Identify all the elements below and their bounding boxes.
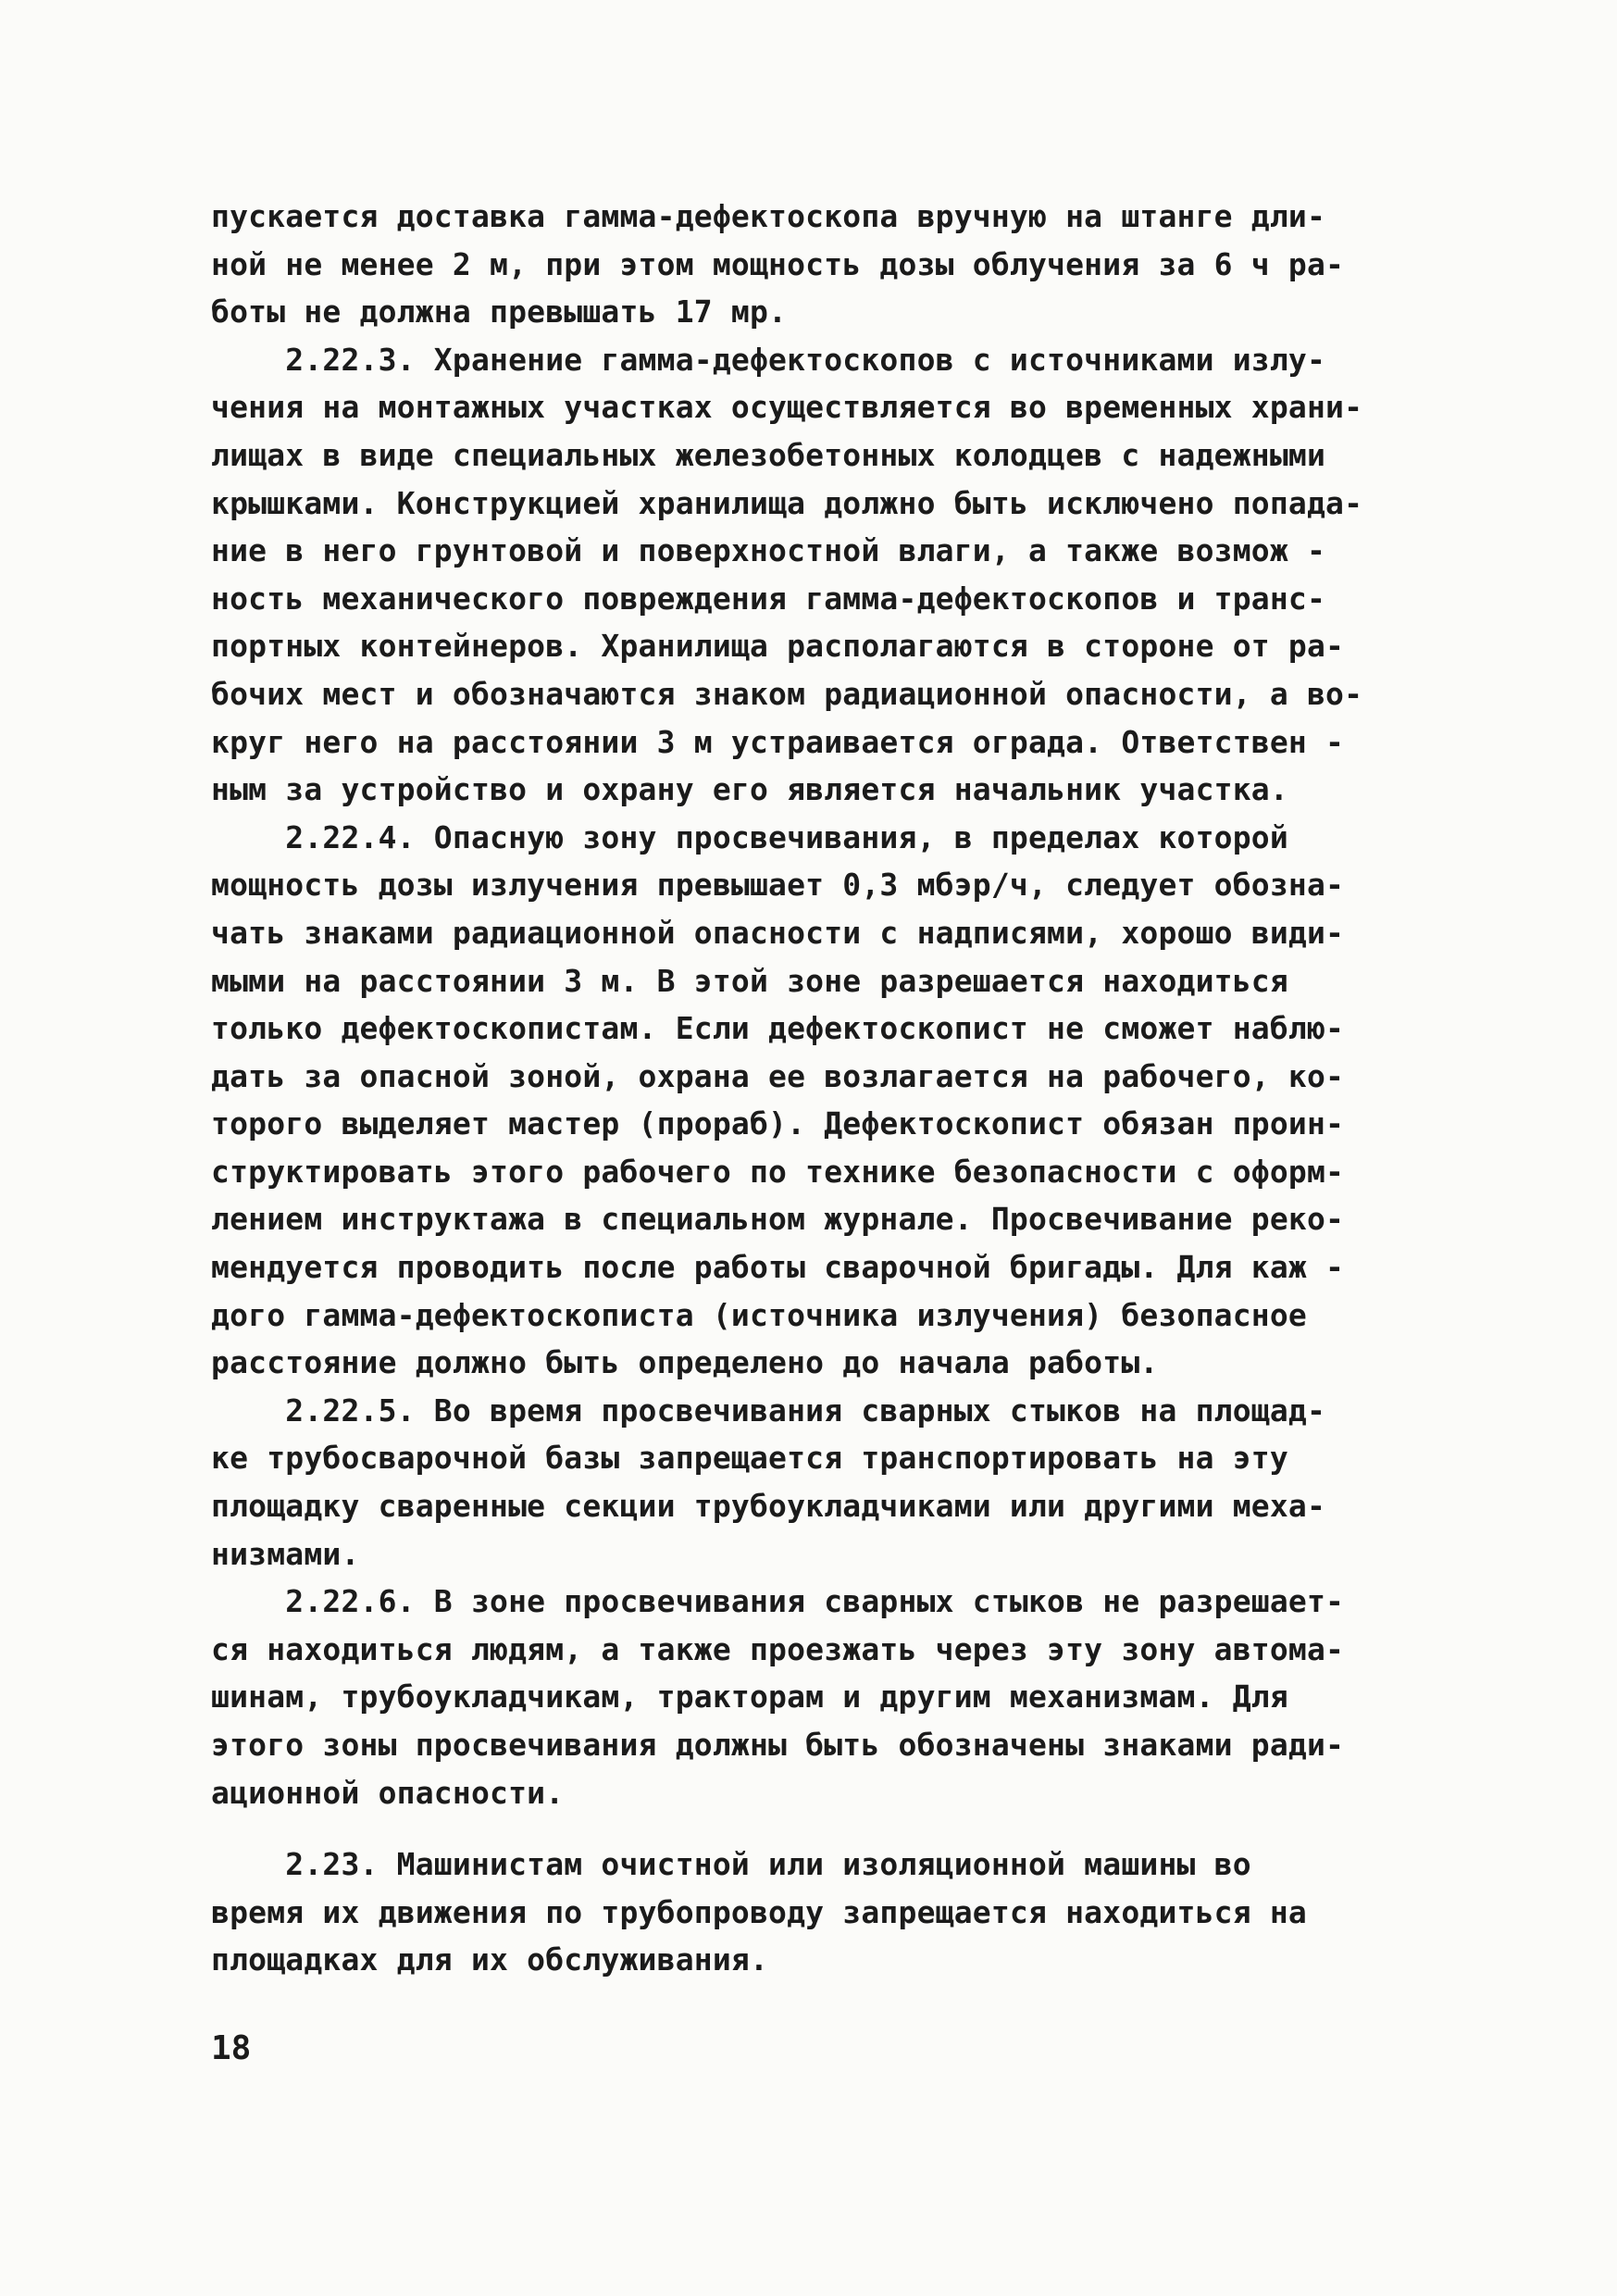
text-line: ся находиться людям, а также проезжать через эту зону автома- bbox=[211, 1630, 1345, 1667]
text-line: лищах в виде специальных железобетонных колодцев с надежными bbox=[211, 436, 1326, 473]
text-line: шинам, трубоукладчикам, тракторам и другим механизмам. Для bbox=[211, 1678, 1288, 1716]
text-line: ность механического повреждения гамма-дефектоскопов и транс- bbox=[211, 580, 1326, 617]
text-line: структировать этого рабочего по технике безопасности с оформ- bbox=[211, 1153, 1345, 1190]
text-line: низмами. bbox=[211, 1535, 360, 1572]
text-line: чения на монтажных участках осуществляется во временных храни- bbox=[211, 389, 1363, 426]
text-line: ние в него грунтовой и поверхностной влаги, а также возмож - bbox=[211, 532, 1326, 569]
text-line: мощность дозы излучения превышает 0,3 мбэр/ч, следует обозна- bbox=[211, 867, 1345, 904]
text-line: мендуется проводить после работы сварочной бригады. Для каж - bbox=[211, 1249, 1345, 1286]
text-line: лением инструктажа в специальном журнале. Просвечивание реко- bbox=[211, 1201, 1345, 1238]
section-gap bbox=[211, 1816, 1424, 1841]
text-line: чать знаками радиационной опасности с надписями, хорошо види- bbox=[211, 914, 1345, 951]
text-line: ационной опасности. bbox=[211, 1774, 565, 1811]
text-line: мыми на расстоянии 3 м. В этой зоне разрешается находиться bbox=[211, 962, 1288, 999]
body-text bbox=[211, 193, 1424, 1984]
text-line: 2.22.4. Опасную зону просвечивания, в пределах которой bbox=[211, 818, 1288, 855]
text-line: бочих мест и обозначаются знаком радиационной опасности, а во- bbox=[211, 675, 1363, 712]
text-line: только дефектоскопистам. Если дефектоскопист не сможет наблю- bbox=[211, 1010, 1345, 1047]
text-line: ке трубосварочной базы запрещается транспортировать на эту bbox=[211, 1440, 1288, 1477]
text-line: ной не менее 2 м, при этом мощность дозы облучения за 6 ч ра- bbox=[211, 245, 1345, 282]
text-line: площадках для их обслуживания. bbox=[211, 1941, 769, 1978]
text-line: время их движения по трубопроводу запрещается находиться на bbox=[211, 1893, 1307, 1930]
text-line: 2.22.5. Во время просвечивания сварных стыков на площад- bbox=[211, 1391, 1326, 1429]
text-line: дого гамма-дефектоскописта (источника излучения) безопасное bbox=[211, 1296, 1307, 1333]
text-line: круг него на расстоянии 3 м устраивается ограда. Ответствен - bbox=[211, 723, 1345, 760]
text-line: пускается доставка гамма-дефектоскопа вручную на штанге дли- bbox=[211, 198, 1326, 234]
text-line: ным за устройство и охрану его является начальник участка. bbox=[211, 771, 1288, 808]
text-line: площадку сваренные секции трубоукладчиками или другими меха- bbox=[211, 1488, 1326, 1525]
text-line: портных контейнеров. Хранилища располагаются в стороне от ра- bbox=[211, 628, 1345, 665]
text-line: боты не должна превышать 17 мр. bbox=[211, 293, 788, 331]
page-number: 18 bbox=[211, 2029, 252, 2067]
text-line: 2.22.6. В зоне просвечивания сварных стыков не разрешает- bbox=[211, 1583, 1345, 1620]
text-line: расстояние должно быть определено до начала работы. bbox=[211, 1344, 1159, 1381]
text-line: 2.22.3. Хранение гамма-дефектоскопов с источниками излу- bbox=[211, 341, 1326, 378]
text-line: крышками. Конструкцией хранилища должно быть исключено попада- bbox=[211, 484, 1363, 521]
text-line: торого выделяет мастер (прораб). Дефектоскопист обязан проин- bbox=[211, 1105, 1345, 1142]
text-line: этого зоны просвечивания должны быть обозначены знаками ради- bbox=[211, 1727, 1345, 1763]
text-line: 2.23. Машинистам очистной или изоляционной машины во bbox=[211, 1846, 1251, 1883]
text-line: дать за опасной зоной, охрана ее возлагается на рабочего, ко- bbox=[211, 1057, 1345, 1094]
